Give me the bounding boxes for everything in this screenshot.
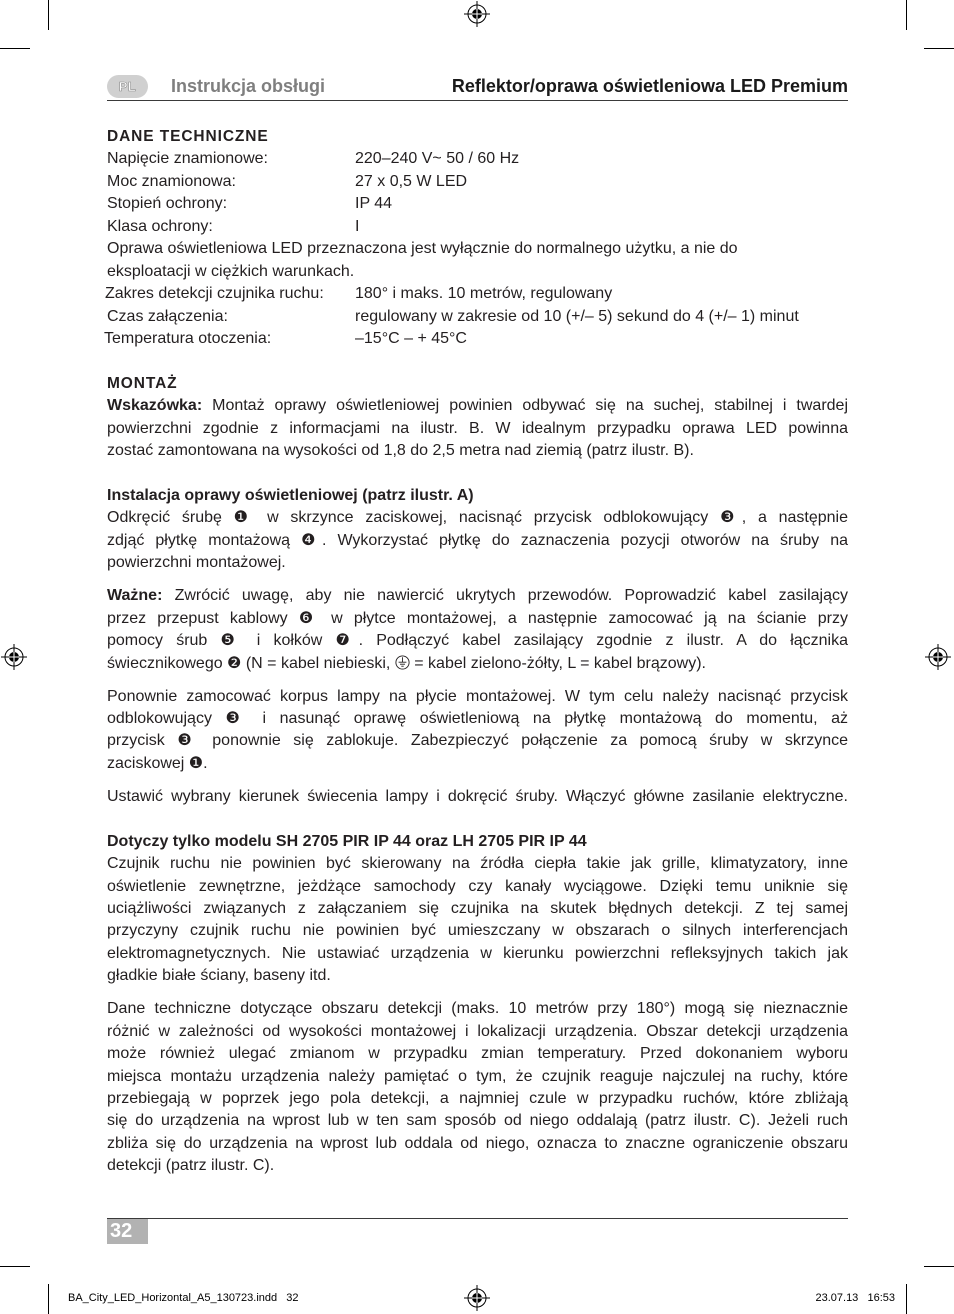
text-line: oświetlenie zewnętrzne, jeżdżące samochody czy kanały wyciągowe. Dzięki temu uniknie się <box>107 877 848 895</box>
section-heading: MONTAŻ <box>107 374 178 392</box>
text-line: pomocy śrub ❺ i kołków ❼. Podłączyć kabel zasilający zgodnie z ilustr. A do łącznika <box>107 632 848 650</box>
text-line: gładkie białe ściany, baseny itd. <box>107 967 331 985</box>
hint-paragraph <box>107 395 848 462</box>
crop-mark-top-right-vertical <box>906 0 907 30</box>
important-paragraph <box>107 585 848 675</box>
text-line: Dane techniczne dotyczące obszaru detekcji (maks. 10 metrów przy 180°) mogą się nieznacznie <box>107 1000 848 1018</box>
spec-label: Klasa ochrony: <box>107 217 213 235</box>
crop-mark-top-left-vertical <box>48 0 49 30</box>
header-divider <box>107 100 848 101</box>
text-line: Odkręcić śrubę ❶ w skrzynce zaciskowej, nacisnąć przycisk odblokowujący ❸, a następnie <box>107 509 848 527</box>
spec-row <box>107 283 848 305</box>
footer-divider <box>107 1218 848 1219</box>
spec-row <box>107 193 848 215</box>
technical-data-section <box>104 126 848 350</box>
text-line: może również ulegać zmianom w przypadku zmian temperatury. Przed dokonaniem wyboru <box>107 1045 848 1063</box>
section-heading: DANE TECHNICZNE <box>107 128 269 145</box>
text-line <box>107 395 848 417</box>
text-span: = kabel zielono-żółty, L = kabel brązowy). <box>414 654 706 672</box>
text-line: uciążliwości związanych z załączaniem się czujnika na skutek błędnych detekcji. Z tej samej <box>107 899 848 917</box>
mounting-section <box>107 373 848 808</box>
spec-label: Moc znamionowa: <box>107 172 236 190</box>
text-line <box>107 585 848 607</box>
text-span: Montaż oprawy oświetleniowej powinien odbywać się na suchej, stabilnej i twardej <box>212 397 849 415</box>
crop-mark-top-left-horizontal <box>0 48 30 49</box>
text-line: przyczyny czujnik ruchu nie powinien być umieszczany w obszarach o silnych interferencjach <box>107 922 848 940</box>
registration-mark-icon <box>464 1 490 27</box>
text-line: przycisk ❸ ponownie się zablokuje. Zabezpieczyć połączenie za pomocą śruby w skrzynce <box>107 732 848 750</box>
protective-earth-icon <box>395 655 410 670</box>
paragraph <box>107 686 848 776</box>
spec-row <box>107 171 848 193</box>
hint-label: Wskazówka: <box>107 397 203 415</box>
spec-value: 220–240 V~ 50 / 60 Hz <box>355 150 520 168</box>
text-line: detekcji (patrz ilustr. C). <box>107 1157 275 1175</box>
subsection-heading: Dotyczy tylko modelu SH 2705 PIR IP 44 oraz LH 2705 PIR IP 44 <box>107 832 587 850</box>
text-line: odblokowujący ❸ i nasunąć oprawę oświetleniową na płytkę montażową do momentu, aż <box>107 709 848 727</box>
text-line: różnić w zależności od wysokości montażowej i lokalizacji urządzenia. Obszar detekcji urządzenia <box>107 1022 848 1040</box>
text-line: zostać zamontowana na wysokości od 1,8 do 2,5 metra nad ziemią (patrz ilustr. B). <box>107 442 694 460</box>
print-slug-file: BA_City_LED_Horizontal_A5_130723.indd 32 <box>68 1292 299 1304</box>
spec-label: Stopień ochrony: <box>107 195 228 213</box>
spec-label: Napięcie znamionowe: <box>107 150 268 168</box>
text-line: Ustawić wybrany kierunek świecenia lampy i dokręcić śruby. Włączyć główne zasilanie elektryczne. <box>107 787 848 805</box>
crop-mark-bottom-left-vertical <box>48 1284 49 1314</box>
spec-label: Zakres detekcji czujnika ruchu: <box>105 285 324 303</box>
text-line: zbliża się do urządzenia na wprost lub oddala od niego, oznacza to znaczne ograniczenie obszaru <box>107 1134 848 1152</box>
spec-row <box>104 328 848 350</box>
text-span: Zwrócić uwagę, aby nie nawiercić ukrytych przewodów. Poprowadzić kabel zasilający <box>174 587 848 605</box>
crop-mark-bottom-right-horizontal <box>924 1266 954 1267</box>
language-badge: PL <box>107 75 148 98</box>
registration-mark-icon <box>464 1285 490 1311</box>
subsection-heading: Instalacja oprawy oświetleniowej (patrz ilustr. A) <box>107 487 474 504</box>
page-content <box>104 126 849 1178</box>
text-line: przez przepust kablowy ❻ w płytce montażowej, a następnie zamocować ją na ścianie przy <box>107 609 848 627</box>
text-span: świecznikowego ❷ (N = kabel niebieski, <box>107 654 391 672</box>
spec-row <box>107 306 848 328</box>
installation-subsection <box>107 485 848 808</box>
important-label: Ważne: <box>107 587 163 605</box>
text-line: Ponownie zamocować korpus lampy na płycie montażowej. W tym celu należy nacisnąć przycisk <box>107 687 848 705</box>
registration-mark-icon <box>925 644 951 670</box>
text-line: przebiegają w poprzek jego pola detekcji, a najmniej czule w przypadku ruchów, które zbliżają <box>107 1089 848 1107</box>
spec-label: Czas załączenia: <box>107 307 228 325</box>
paragraph <box>107 507 848 574</box>
print-slug-date: 23.07.13 16:53 <box>815 1292 895 1304</box>
spec-value: –15°C – + 45°C <box>355 329 467 347</box>
paragraph <box>107 853 848 988</box>
document-title: Reflektor/oprawa oświetleniowa LED Premium <box>451 76 848 96</box>
spec-value: IP 44 <box>355 195 393 213</box>
spec-value: 180° i maks. 10 metrów, regulowany <box>355 285 613 303</box>
text-line: zaciskowej ❶. <box>107 754 208 772</box>
text-line: miejsca montażu urządzenia należy pamiętać o tym, że czujnik reaguje najczulej na ruchy, które <box>107 1067 848 1085</box>
paragraph <box>107 998 848 1178</box>
text-line: Oprawa oświetleniowa LED przeznaczona jest wyłącznie do normalnego użytku, a nie do <box>107 240 738 258</box>
text-line: elektromagnetycznych. Nie ustawiać urządzenia w kierunku powierzchni refleksyjnych takich jak <box>107 944 848 962</box>
sensor-section <box>107 831 848 1178</box>
manual-section-label: Instrukcja obsługi <box>171 76 326 96</box>
spec-row <box>107 216 848 238</box>
text-line <box>107 653 848 675</box>
text-line: zdjąć płytkę montażową ❹. Wykorzystać płytkę do zaznaczenia pozycji otworów na śruby na <box>107 531 848 549</box>
spec-value: I <box>355 217 360 235</box>
crop-mark-bottom-right-vertical <box>906 1284 907 1314</box>
text-line: powierzchni montażowej. <box>107 554 286 572</box>
spec-label: Temperatura otoczenia: <box>104 329 272 347</box>
text-line: eksploatacji w ciężkich warunkach. <box>107 262 355 280</box>
text-line: się do urządzenia na wprost lub w ten sam sposób od niego oddalają (patrz ilustr. C). Jeżeli ruch <box>107 1112 848 1130</box>
spec-value: regulowany w zakresie od 10 (+/– 5) sekund do 4 (+/– 1) minut <box>355 307 799 325</box>
crop-mark-bottom-left-horizontal <box>0 1266 30 1267</box>
spec-row <box>107 148 848 170</box>
page-number: 32 <box>107 1219 148 1244</box>
text-line: powierzchni zgodnie z informacjami na ilustr. B. W idealnym przypadku oprawa LED powinna <box>107 419 848 437</box>
spec-value: 27 x 0,5 W LED <box>355 172 468 190</box>
text-line: Czujnik ruchu nie powinien być skierowany na źródła ciepła takie jak grille, klimatyzatory, inne <box>107 855 848 873</box>
paragraph <box>107 786 848 808</box>
crop-mark-top-right-horizontal <box>924 48 954 49</box>
registration-mark-icon <box>1 644 27 670</box>
